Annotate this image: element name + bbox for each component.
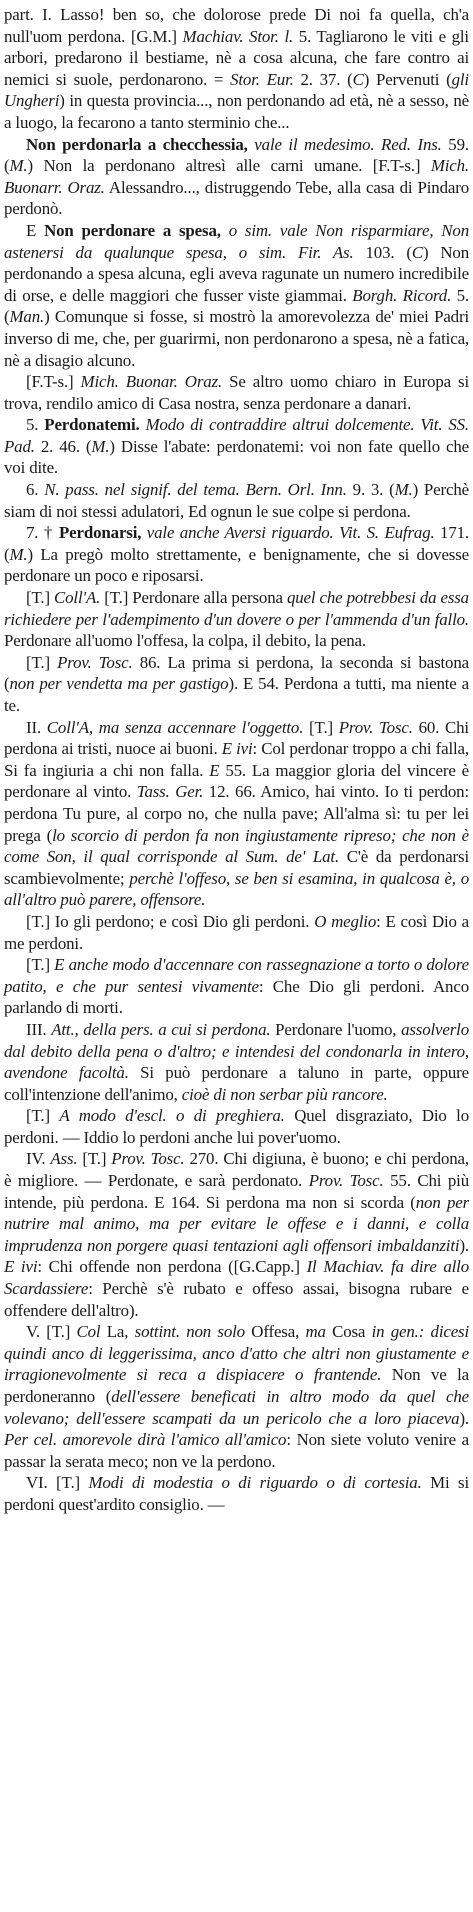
text-run: 2. 46. ( <box>34 436 92 456</box>
entry-continuation-1 <box>4 4 469 134</box>
sense-II-b <box>4 911 469 954</box>
text-run: Stor. Eur. <box>230 69 294 89</box>
text-run: [T.] <box>26 588 55 608</box>
text-run: 5. ( <box>4 285 469 327</box>
text-run: La, <box>100 1322 135 1342</box>
text-run: o sim. vale Non risparmiare, Non astenersi da qualunque spesa, o sim. Fir. As. <box>4 220 469 262</box>
sense-II-c <box>4 954 469 1019</box>
text-run: E ivi <box>221 739 253 759</box>
text-run: II. <box>26 717 47 737</box>
text-run: 5. Tagliarono le viti e gli arbori, predarono il bestiame, nè a cosa alcuna, che fare contro ai nemici si suole, perdonarono. = <box>4 26 469 89</box>
text-run: [T.] Perdonare alla persona <box>100 588 287 608</box>
text-run: Tass. Ger. <box>136 782 204 802</box>
text-run: E ivi <box>4 1257 38 1277</box>
text-run: III. <box>26 1019 52 1039</box>
text-run: 5. <box>26 415 45 435</box>
text-run: : Che Dio gli perdoni. Anco parlando di morti. <box>4 976 469 1018</box>
text-run: ) La pregò molto strettamente, e benignamente, che si dovesse perdonare un poco e riposarsi. <box>4 544 469 586</box>
text-run: Mich. Buonar. Oraz. <box>80 372 223 392</box>
text-run: Perdonarsi, <box>59 523 142 543</box>
text-run: part. I. Lasso! ben so, che dolorose prede Di noi fa quella, ch'a null'uom perdona. [G.M.] <box>4 5 469 46</box>
text-run: A modo d'escl. o di preghiera. <box>59 1106 285 1126</box>
text-run: : E così Dio a me perdoni. <box>4 911 470 953</box>
text-run: 6. <box>26 480 45 500</box>
text-run: E <box>26 220 45 240</box>
text-run: 55. Chi più intende, più perdona. E 164. Si perdona ma non si scorda ( <box>4 1171 470 1212</box>
text-run: lo scorcio di perdon fa non ingiustamente ripreso; che non è come Son, il qual corrisponde al Sum. de' Lat. <box>4 825 469 867</box>
text-run: Perdonare all'uomo l'offesa, la colpa, il debito, la pena. <box>4 631 366 651</box>
text-run: Mi si perdoni quest'ardito consiglio. — <box>4 1473 469 1514</box>
text-run: vale il medesimo. Red. Ins. <box>247 134 442 154</box>
text-run: Prov. Tosc. <box>308 1171 384 1191</box>
text-run: gli Ungheri <box>4 69 469 111</box>
sense-checchessia <box>4 134 469 220</box>
text-run: Non ve la perdoneranno ( <box>4 1365 469 1406</box>
text-run: C'è da perdonarsi scambievolmente; <box>4 847 469 888</box>
sense-IV <box>4 1148 469 1321</box>
text-run: ) Disse l'abate: perdonatemi: voi non fate quello che voi dite. <box>4 436 469 478</box>
text-run: non per vendetta ma per gastigo <box>9 674 229 694</box>
text-run: in gen.: dicesi quindi anco di leggerissima, anco d'atto che altri non giustamente e irragionevolmente si reca a dispiacere o frantende. <box>4 1322 470 1385</box>
text-run: Si può perdonare a taluno in parte, oppure coll'intenzione dell'animo, <box>4 1063 469 1104</box>
text-run: E <box>209 760 220 780</box>
text-run: Man. <box>9 307 45 327</box>
text-run: V. [T.] <box>26 1322 77 1342</box>
text-run: 2. 37. ( <box>293 69 353 89</box>
sense-spesa <box>4 220 469 371</box>
text-run: ) in questa provincia..., non perdonando ad età, nè a sesso, nè a luogo, la fecarono a tanto sterminio che... <box>4 91 469 132</box>
text-run: N. pass. nel signif. del tema. Bern. Orl. Inn. <box>44 480 347 500</box>
text-run: Prov. Tosc. <box>57 652 133 672</box>
text-run: Coll'A, ma senza accennare l'oggetto. <box>46 717 304 737</box>
text-run: 270. Chi digiuna, è buono; e chi perdona, è migliore. — Perdonate, e sarà perdonato. <box>4 1149 469 1191</box>
text-run: ). <box>459 1408 469 1428</box>
text-run: Prov. Tosc. <box>338 717 413 737</box>
sense-6-npass <box>4 479 469 522</box>
text-run: ). <box>459 1235 469 1255</box>
text-run: VI. [T.] <box>26 1473 89 1493</box>
text-run: 60. Chi perdona ai tristi, nuoce ai buoni. <box>4 717 469 759</box>
sense-7-perdonarsi <box>4 522 469 587</box>
text-run: Machiav. Stor. l. <box>182 26 294 46</box>
sense-VI <box>4 1472 469 1515</box>
text-run: M. <box>394 480 413 500</box>
text-run: 7. † <box>26 523 59 543</box>
text-run: ) Perchè siam di noi stessi adulatori, Ed ognun le sue colpe si perdona. <box>4 480 469 521</box>
text-run: 55. La maggior gloria del vincere è perdonare al vinto. <box>4 760 470 802</box>
text-run: Col <box>76 1322 101 1342</box>
text-run: vale anche Aversi riguardo. Vit. S. Eufrag. <box>141 523 435 543</box>
text-run: Quel disgraziato, Dio lo perdoni. — Iddio lo perdoni anche lui pover'uomo. <box>4 1106 470 1147</box>
text-run: Non perdonare a spesa, <box>44 220 221 240</box>
text-run: 9. 3. ( <box>346 480 395 500</box>
text-run: M. <box>91 436 110 456</box>
text-run: Perdonare l'uomo, <box>270 1019 402 1039</box>
text-run: E anche modo d'accennare con rassegnazione a torto o dolore patito, e che pur sentesi vivamente <box>4 955 469 996</box>
text-run: ) Comunque si fosse, si mostrò la amorevolezza de' miei Padri inverso di me, che, per guarirmi, non perdonarono a spesa, nè a fatica, nè a disagio alcuno. <box>4 307 469 370</box>
text-run: [T.] <box>26 955 55 975</box>
text-run: 103. ( <box>353 242 412 262</box>
text-run: [T.] <box>26 652 58 672</box>
text-run: [T.] <box>77 1149 112 1169</box>
text-run: sottint. non solo <box>134 1322 245 1342</box>
text-run: Se altro uomo chiaro in Europa si trova, rendilo amico di Casa nostra, senza perdonare a danari. <box>4 372 469 413</box>
text-run: C <box>411 242 423 262</box>
sense-III-b <box>4 1105 469 1148</box>
text-run: [F.T-s.] <box>26 372 81 392</box>
text-run: Perdonatemi. <box>44 415 140 435</box>
text-run: Cosa <box>325 1322 372 1342</box>
text-run: IV. <box>26 1149 51 1169</box>
text-run: : Non siete voluto venire a passar la serata meco; non ve la perdono. <box>4 1430 469 1471</box>
text-run: ). E 54. Perdona a tutti, ma niente a te. <box>4 674 469 715</box>
text-run: 86. La prima si perdona, la seconda si bastona ( <box>4 652 469 694</box>
text-run: non per nutrire mal animo, ma per evitare le offese e i danni, e colla imprudenza non porgere quasi tentazioni agli offensori imbaldanziti <box>4 1192 470 1255</box>
text-run: [T.] <box>303 717 339 737</box>
text-run: M. <box>9 156 28 176</box>
text-run: quel che potrebbesi da essa richiedere per l'adempimento d'un dovere o per l'ammenda d'un fallo. <box>4 588 469 629</box>
text-run: Offesa, <box>244 1322 306 1342</box>
text-run: : Col perdonar troppo a chi falla, Si fa ingiuria a chi non falla. <box>4 739 469 780</box>
text-run: Non perdonarla a checchessia, <box>26 134 248 154</box>
sense-colla-prov <box>4 652 469 717</box>
text-run: ) Non la perdonano altresì alle carni umane. [F.T-s.] <box>27 156 431 176</box>
text-run: : Perchè s'è rubato e offeso assai, bisogna rubare e offendere dell'altro). <box>4 1279 469 1320</box>
sense-colla <box>4 587 469 652</box>
sense-V <box>4 1321 469 1472</box>
text-run: Modo di contraddire altrui dolcemente. Vit. SS. Pad. <box>4 415 469 456</box>
text-run: Prov. Tosc. <box>111 1149 185 1169</box>
text-run: Per cel. amorevole dirà l'amico all'amico <box>4 1430 287 1450</box>
text-run: Borgh. Ricord. <box>352 285 452 305</box>
text-run: O meglio <box>314 911 377 931</box>
text-run: Alessandro..., distruggendo Tebe, alla casa di Pindaro perdonò. <box>4 177 470 219</box>
text-run: cioè di non serbar più rancore. <box>181 1084 388 1104</box>
sense-III <box>4 1019 469 1105</box>
text-run: dell'essere beneficati in altro modo da quel che volevano; dell'essere scampati da un pericolo che a loro piaceva <box>4 1387 469 1428</box>
text-run: Ass. <box>50 1149 78 1169</box>
text-run: [T.] <box>26 1106 60 1126</box>
sense-II <box>4 717 469 911</box>
text-run: assolverlo dal debito della pena o d'altro; e intendesi del condonarla in intero, avendone facoltà. <box>4 1019 469 1083</box>
text-run: 59. ( <box>4 134 469 176</box>
text-run: ) Non perdonando a spesa alcuna, egli aveva ragunate un numero incredibile di orse, e delle maggiori che fusser viste giammai. <box>4 242 470 305</box>
text-run: M. <box>9 544 28 564</box>
sense-5-perdonatemi <box>4 414 469 479</box>
text-run: Att., della pers. a cui si perdona. <box>51 1019 271 1039</box>
text-run: 12. 66. Amico, hai vinto. Io ti perdon: perdona Tu pure, al corpo no, che nulla pave; All'alma sì: tu per lei prega ( <box>4 782 469 845</box>
text-run: Mich. Buonarr. Oraz. <box>4 156 469 197</box>
text-run: Modi di modestia o di riguardo o di cortesia. <box>88 1473 422 1493</box>
text-run: 171. ( <box>4 523 469 564</box>
text-run: ) Pervenuti ( <box>363 69 452 89</box>
text-run: perchè l'offeso, se ben si esamina, in qualcosa è, o all'altro può parere, offensore. <box>4 868 469 910</box>
text-run: ma <box>305 1322 326 1342</box>
text-run: C <box>352 69 364 89</box>
sense-spesa-cont <box>4 371 469 414</box>
text-run: [T.] Io gli perdono; e così Dio gli perdoni. <box>26 911 315 931</box>
text-run: Coll'A. <box>54 588 101 608</box>
text-run: Il Machiav. fa dire allo Scardassiere <box>4 1257 469 1299</box>
text-run: : Chi offende non perdona ([G.Capp.] <box>37 1257 307 1277</box>
